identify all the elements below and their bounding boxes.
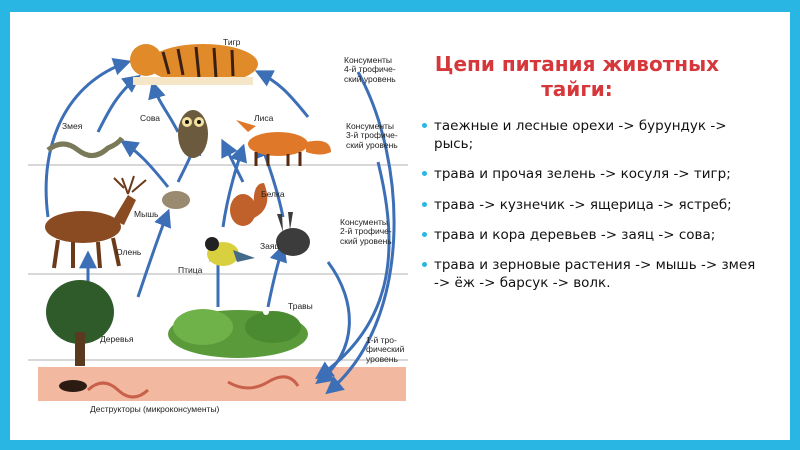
chain-text: таежные и лесные орехи -> бурундук -> рысь; (434, 118, 727, 153)
label-level1: 1-й тро- фический уровень (366, 335, 405, 364)
label-snake: Змея (62, 121, 83, 131)
arrow-fox-tiger (258, 72, 308, 117)
list-item (424, 196, 764, 214)
label-squirrel: Белка (261, 189, 285, 199)
label-tiger: Тигр (223, 37, 241, 47)
bullet-icon (422, 202, 427, 207)
label-level4: Консументы 4-й трофиче- ский уровень (344, 55, 396, 84)
tree-illustration (46, 280, 114, 366)
bullet-icon (422, 262, 427, 267)
mouse-illustration (162, 191, 190, 209)
food-web-diagram (28, 22, 420, 422)
chain-text: трава и зерновые растения -> мышь -> змея -> ёж -> барсук -> волк. (434, 257, 756, 292)
arrow-grass-mouse (138, 212, 168, 297)
list-item (424, 117, 764, 153)
fox-illustration (236, 120, 331, 166)
label-level2: Консументы 2-й трофиче- ский уровень (340, 217, 392, 246)
list-item (424, 256, 764, 292)
label-trees: Деревья (100, 334, 134, 344)
label-grass: Травы (288, 301, 313, 311)
slide-content (10, 12, 790, 440)
tiger-illustration (130, 44, 258, 85)
label-hare: Заяц (260, 241, 280, 251)
beetle-shape (59, 380, 87, 392)
label-level3: Консументы 3-й трофиче- ский уровень (346, 121, 398, 150)
bullet-icon (422, 232, 427, 237)
grass-illustration (168, 305, 308, 358)
food-chain-list (424, 117, 764, 305)
arrow-snake-tiger (98, 77, 138, 132)
label-mouse: Мышь (134, 209, 159, 219)
chain-text: трава и прочая зелень -> косуля -> тигр; (434, 166, 731, 183)
soil-band (38, 367, 406, 401)
snake-illustration (48, 138, 122, 156)
label-owl: Сова (140, 113, 161, 123)
list-item (424, 226, 764, 244)
label-fox: Лиса (254, 113, 274, 123)
arrow-deer-tiger (46, 62, 128, 217)
chain-text: трава и кора деревьев -> заяц -> сова; (434, 226, 716, 243)
bullet-icon (422, 123, 427, 128)
label-decomposers: Деструкторы (микроконсументы) (90, 404, 220, 414)
arrow-owl-tiger (153, 84, 178, 132)
bullet-icon (422, 171, 427, 176)
owl-illustration (178, 110, 208, 158)
hare-illustration (276, 212, 310, 256)
list-item (424, 165, 764, 183)
bird-illustration (205, 237, 255, 266)
slide-title: Цепи питания животных тайги: (434, 52, 720, 101)
label-deer: Олень (116, 247, 142, 257)
arrow-grass-hare (268, 247, 283, 307)
chain-text: трава -> кузнечик -> ящерица -> ястреб; (434, 196, 732, 213)
label-bird: Птица (178, 265, 203, 275)
